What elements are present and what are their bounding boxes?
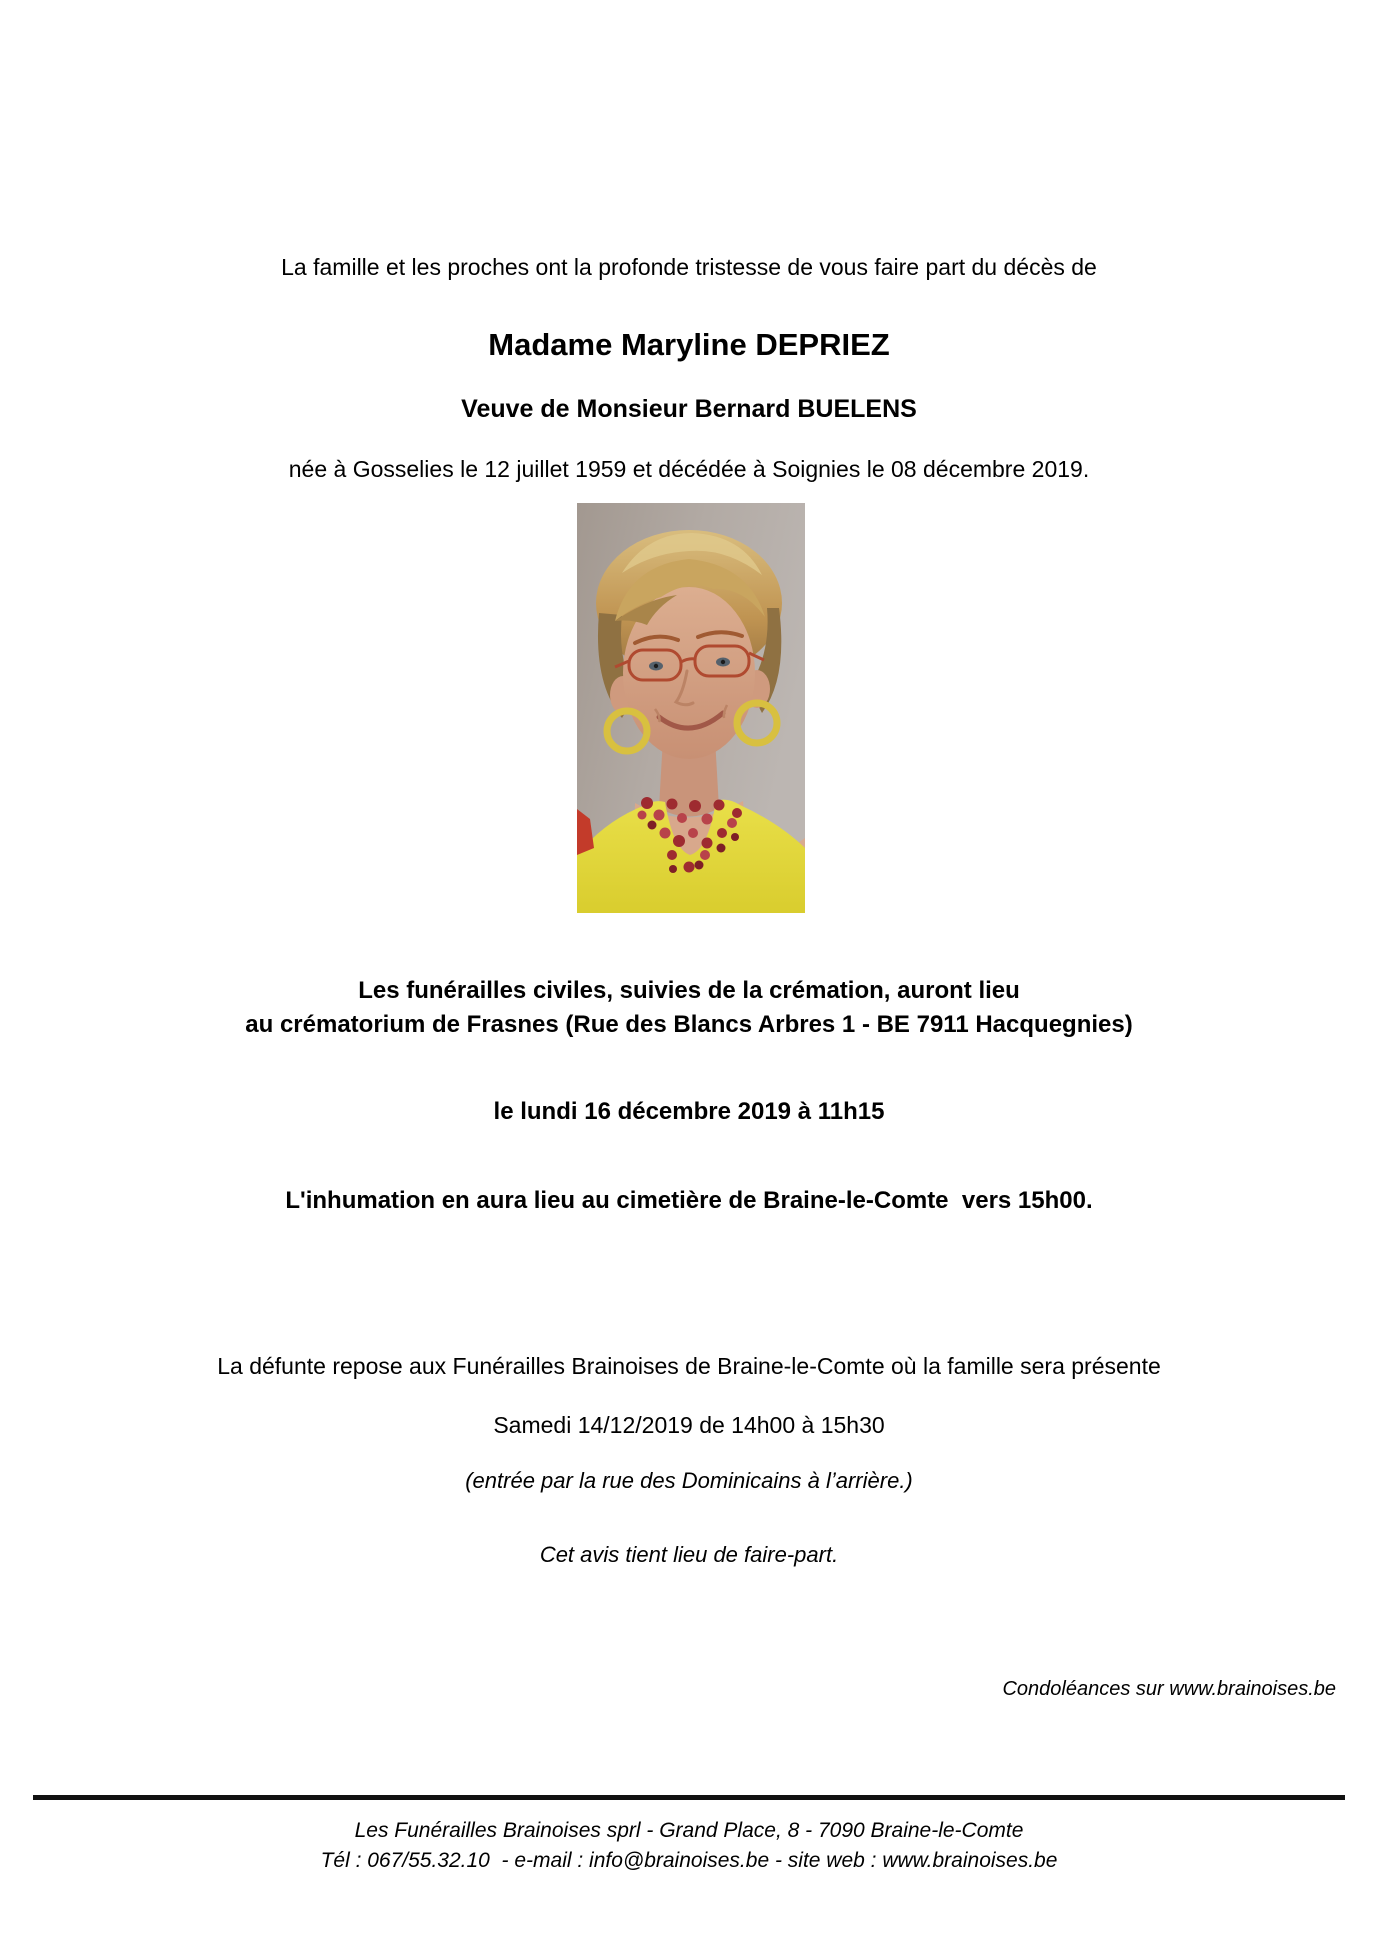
burial-line: L'inhumation en aura lieu au cimetière de Braine-le-Comte vers 15h00.: [285, 1187, 1093, 1214]
repose-line: La défunte repose aux Funérailles Brainoises de Braine-le-Comte où la famille sera présente: [217, 1353, 1161, 1379]
visitation-hours: Samedi 14/12/2019 de 14h00 à 15h30: [493, 1412, 885, 1438]
relation-line: Veuve de Monsieur Bernard BUELENS: [461, 395, 917, 423]
life-dates-line: née à Gosselies le 12 juillet 1959 et décédée à Soignies le 08 décembre 2019.: [288, 456, 1090, 482]
deceased-name: Madame Maryline DEPRIEZ: [488, 327, 890, 362]
ceremony-block: [0, 974, 1378, 1042]
ceremony-datetime: le lundi 16 décembre 2019 à 11h15: [493, 1098, 885, 1125]
footer-address: Les Funérailles Brainoises sprl - Grand Place, 8 - 7090 Braine-le-Comte: [354, 1819, 1024, 1842]
entrance-note: (entrée par la rue des Dominicains à l’arrière.): [465, 1468, 913, 1493]
intro-line: La famille et les proches ont la profonde tristesse de vous faire part du décès de: [281, 254, 1097, 280]
ceremony-line-2: au crématorium de Frasnes (Rue des Blancs Arbres 1 - BE 7911 Hacquegnies): [245, 1011, 1133, 1038]
portrait-photo-illustration: [577, 503, 805, 913]
condolences-line: Condoléances sur www.brainoises.be: [1002, 1678, 1336, 1700]
footer-divider: [33, 1795, 1345, 1800]
footer-contact: Tél : 067/55.32.10 - e-mail : info@brainoises.be - site web : www.brainoises.be: [320, 1849, 1058, 1872]
portrait-photo: [577, 503, 805, 913]
ceremony-line-1: Les funérailles civiles, suivies de la crémation, auront lieu: [358, 977, 1020, 1004]
faire-part-notice: Cet avis tient lieu de faire-part.: [539, 1542, 839, 1567]
